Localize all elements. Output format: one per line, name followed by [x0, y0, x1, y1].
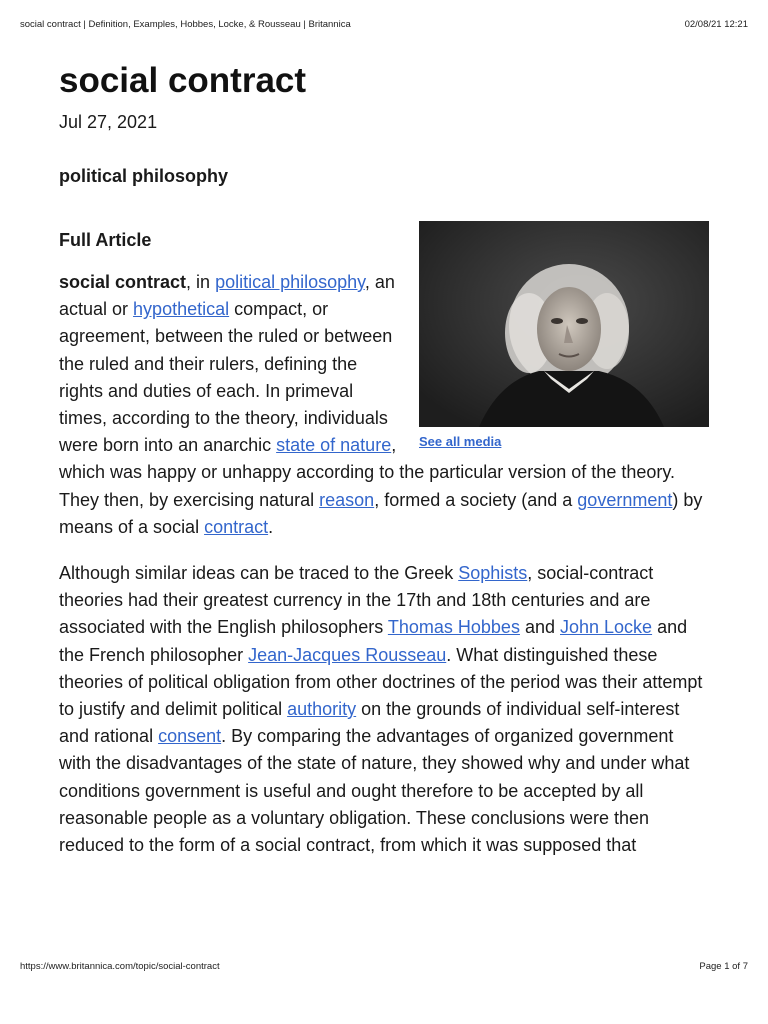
link-hypothetical[interactable]: hypothetical — [133, 299, 230, 320]
link-authority[interactable]: authority — [287, 699, 357, 720]
link-political-philosophy[interactable]: political philosophy — [215, 272, 365, 292]
print-footer-url: https://www.britannica.com/topic/social-contract — [20, 961, 220, 972]
link-state-of-nature[interactable]: state of nature — [276, 435, 392, 456]
lead-term: social contract — [59, 272, 187, 292]
link-thomas-hobbes[interactable]: Thomas Hobbes — [387, 617, 520, 638]
article-date: Jul 27, 2021 — [59, 112, 158, 132]
print-header-title: social contract | Definition, Examples, Hobbes, Locke, & Rousseau | Britannica — [20, 19, 351, 30]
link-government[interactable]: government — [577, 489, 673, 510]
see-all-media-link[interactable]: See all media — [419, 434, 502, 449]
page-title: social contract — [59, 61, 307, 100]
link-consent[interactable]: consent — [158, 726, 222, 747]
media-figure — [419, 221, 709, 451]
paragraph-2: Although similar ideas can be traced to the Greek Sophists, social-contract theories had their greatest currency in the 17th and 18th centuries and are associated with the English philosophers Thomas Hobbes and John Locke and the French philosopher Jean-Jacques Rousseau. What distinguished these theories of political obligation from other doctrines of the period was their attempt to justify and delimit political authority on the grounds of individual self-interest and rational consent. By comparing the advantages of organized government with the disadvantages of the state of nature, they showed why and under what conditions government is useful and ought therefore to be accepted by all reasonable people as a voluntary obligation. These conclusions were then reduced to the form of a social contract, from which it was supposed that — [59, 563, 703, 856]
link-john-locke[interactable]: John Locke — [560, 617, 653, 638]
paragraph-1: social contract, in political philosophy, an actual or hypothetical compact, or agreement, between the ruled or between the ruled and their rulers, defining the rights and duties of each. In primeval times, according to the theory, individuals were born into an anarchic state of nature, which was happy or unhappy according to the particular version of the theory. They then, by exercising natural reason, formed a society (and a government) by means of a social contract. — [59, 272, 703, 537]
link-rousseau[interactable]: Jean-Jacques Rousseau — [248, 644, 447, 665]
section-label: Full Article — [59, 230, 152, 250]
link-sophists[interactable]: Sophists — [458, 563, 528, 584]
print-footer — [20, 961, 748, 972]
article-body — [59, 228, 709, 859]
print-header — [20, 19, 748, 30]
portrait-image[interactable] — [419, 221, 709, 427]
article-subject: political philosophy — [59, 166, 229, 186]
article-page — [59, 60, 709, 859]
print-header-datetime: 02/08/21 12:21 — [684, 19, 748, 30]
print-footer-page: Page 1 of 7 — [699, 961, 748, 972]
link-contract[interactable]: contract — [204, 516, 269, 537]
link-reason[interactable]: reason — [319, 489, 375, 510]
